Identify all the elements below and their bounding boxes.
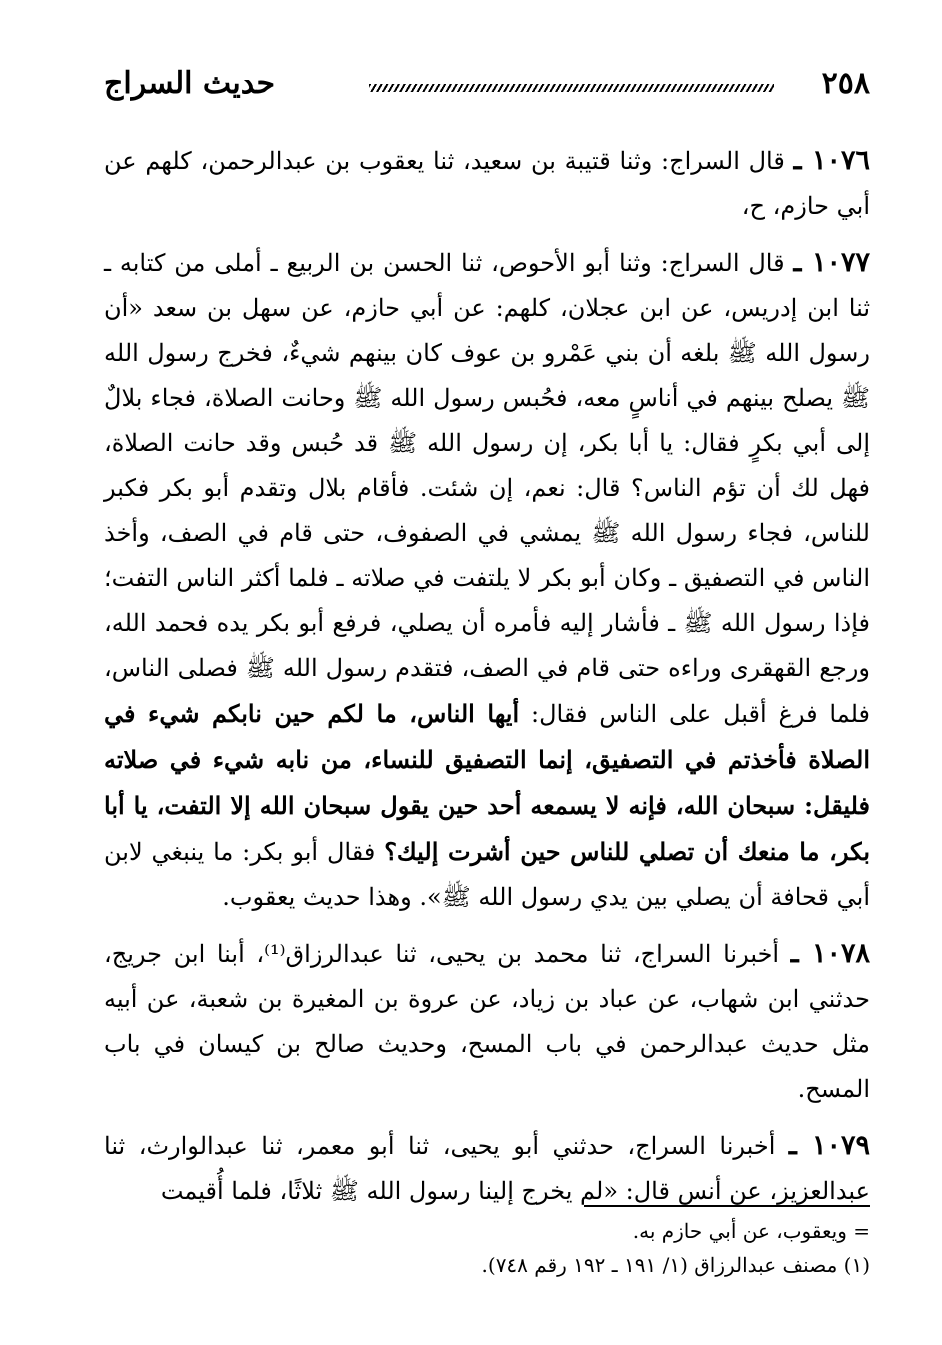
header-decorative-rule [369, 84, 774, 92]
hadith-text: قال السراج: وثنا أبو الأحوص، ثنا الحسن بن الربيع ـ أملى من كتابه ـ ثنا ابن إدريس، عن ابن عجلان، كلهم: عن أبي حازم، عن سهل بن سعد «أن رسول الله ﷺ بلغه أن بني عَمْرو بن عوف كان بينهم شيءٌ، فخرج رسول الله ﷺ يصلح بينهم في أناسٍ معه، فحُبس رسول الله ﷺ وحانت الصلاة، فجاء بلالٌ إلى أبي بكرٍ فقال: يا أبا بكر، إن رسول الله ﷺ قد حُبس وقد حانت الصلاة، فهل لك أن تؤم الناس؟ قال: نعم، إن شئت. فأقام بلال وتقدم أبو بكر فكبر للناس، فجاء رسول الله ﷺ يمشي في الصفوف، حتى قام في الصف، وأخذ الناس في التصفيق ـ وكان أبو بكر لا يلتفت في صلاته ـ فلما أكثر الناس التفت؛ فإذا رسول الله ﷺ ـ فأشار إليه فأمره أن يصلي، فرفع أبو بكر يده فحمد الله، ورجع القهقرى وراءه حتى قام في الصف، فتقدم رسول الله ﷺ فصلى الناس، فلما فرغ أقبل على الناس فقال: [104, 249, 870, 728]
footnote-1: (١) مصنف عبدالرزاق (١/ ١٩١ ـ ١٩٢ رقم ٧٤٨). [481, 1253, 870, 1277]
hadith-text: قال السراج: وثنا قتيبة بن سعيد، ثنا يعقوب بن عبدالرحمن، كلهم عن أبي حازم، ح، [104, 147, 870, 220]
hadith-text: أخبرنا السراج، ثنا محمد بن يحيى، ثنا عبدالرزاق⁽¹⁾، أبنا ابن جريج، حدثني ابن شهاب، عن عباد بن زياد، عن عروة بن المغيرة بن شعبة، عن أبيه مثل حديث عبدالرحمن في باب المسح، وحديث صالح بن كيسان في باب المسح. [104, 940, 871, 1103]
footnote-separator [584, 1205, 870, 1207]
hadith-paragraph-1077 [104, 240, 870, 920]
hadith-paragraph-1076 [104, 138, 870, 229]
hadith-text: أخبرنا السراج، حدثني أبو يحيى، ثنا أبو معمر، ثنا عبدالوارث، ثنا عبدالعزيز، عن أنس قال: «لم يخرج إلينا رسول الله ﷺ ثلاثًا، فلما أُقيمت [104, 1132, 870, 1205]
main-text [104, 138, 870, 1225]
hadith-text-tail: فقال أبو بكر: ما ينبغي لابن أبي قحافة أن يصلي بين يدي رسول الله ﷺ». وهذا حديث يعقوب. [104, 838, 870, 911]
hadith-number: ١٠٧٧ ـ [793, 247, 870, 278]
footnote-continuation: = ويعقوب، عن أبي حازم به. [632, 1219, 870, 1243]
hadith-paragraph-1078 [104, 931, 870, 1112]
page-header [104, 64, 870, 104]
footnotes [104, 1214, 870, 1282]
hadith-number: ١٠٧٦ ـ [793, 145, 870, 176]
running-title: حديث السراج [104, 66, 276, 101]
hadith-quote-bold: أيها الناس، ما لكم حين نابكم شيء في الصلاة فأخذتم في التصفيق، إنما التصفيق للنساء، من نابه شيء في صلاته فليقل: سبحان الله، فإنه لا يسمعه أحد حين يقول سبحان الله إلا التفت، يا أبا بكر، ما منعك أن تصلي للناس حين أشرت إليك؟ [104, 699, 870, 866]
hadith-number: ١٠٧٨ ـ [790, 938, 871, 969]
hadith-number: ١٠٧٩ ـ [788, 1130, 870, 1161]
page-number: ٢٥٨ [821, 66, 870, 101]
hadith-paragraph-1079 [104, 1123, 870, 1214]
